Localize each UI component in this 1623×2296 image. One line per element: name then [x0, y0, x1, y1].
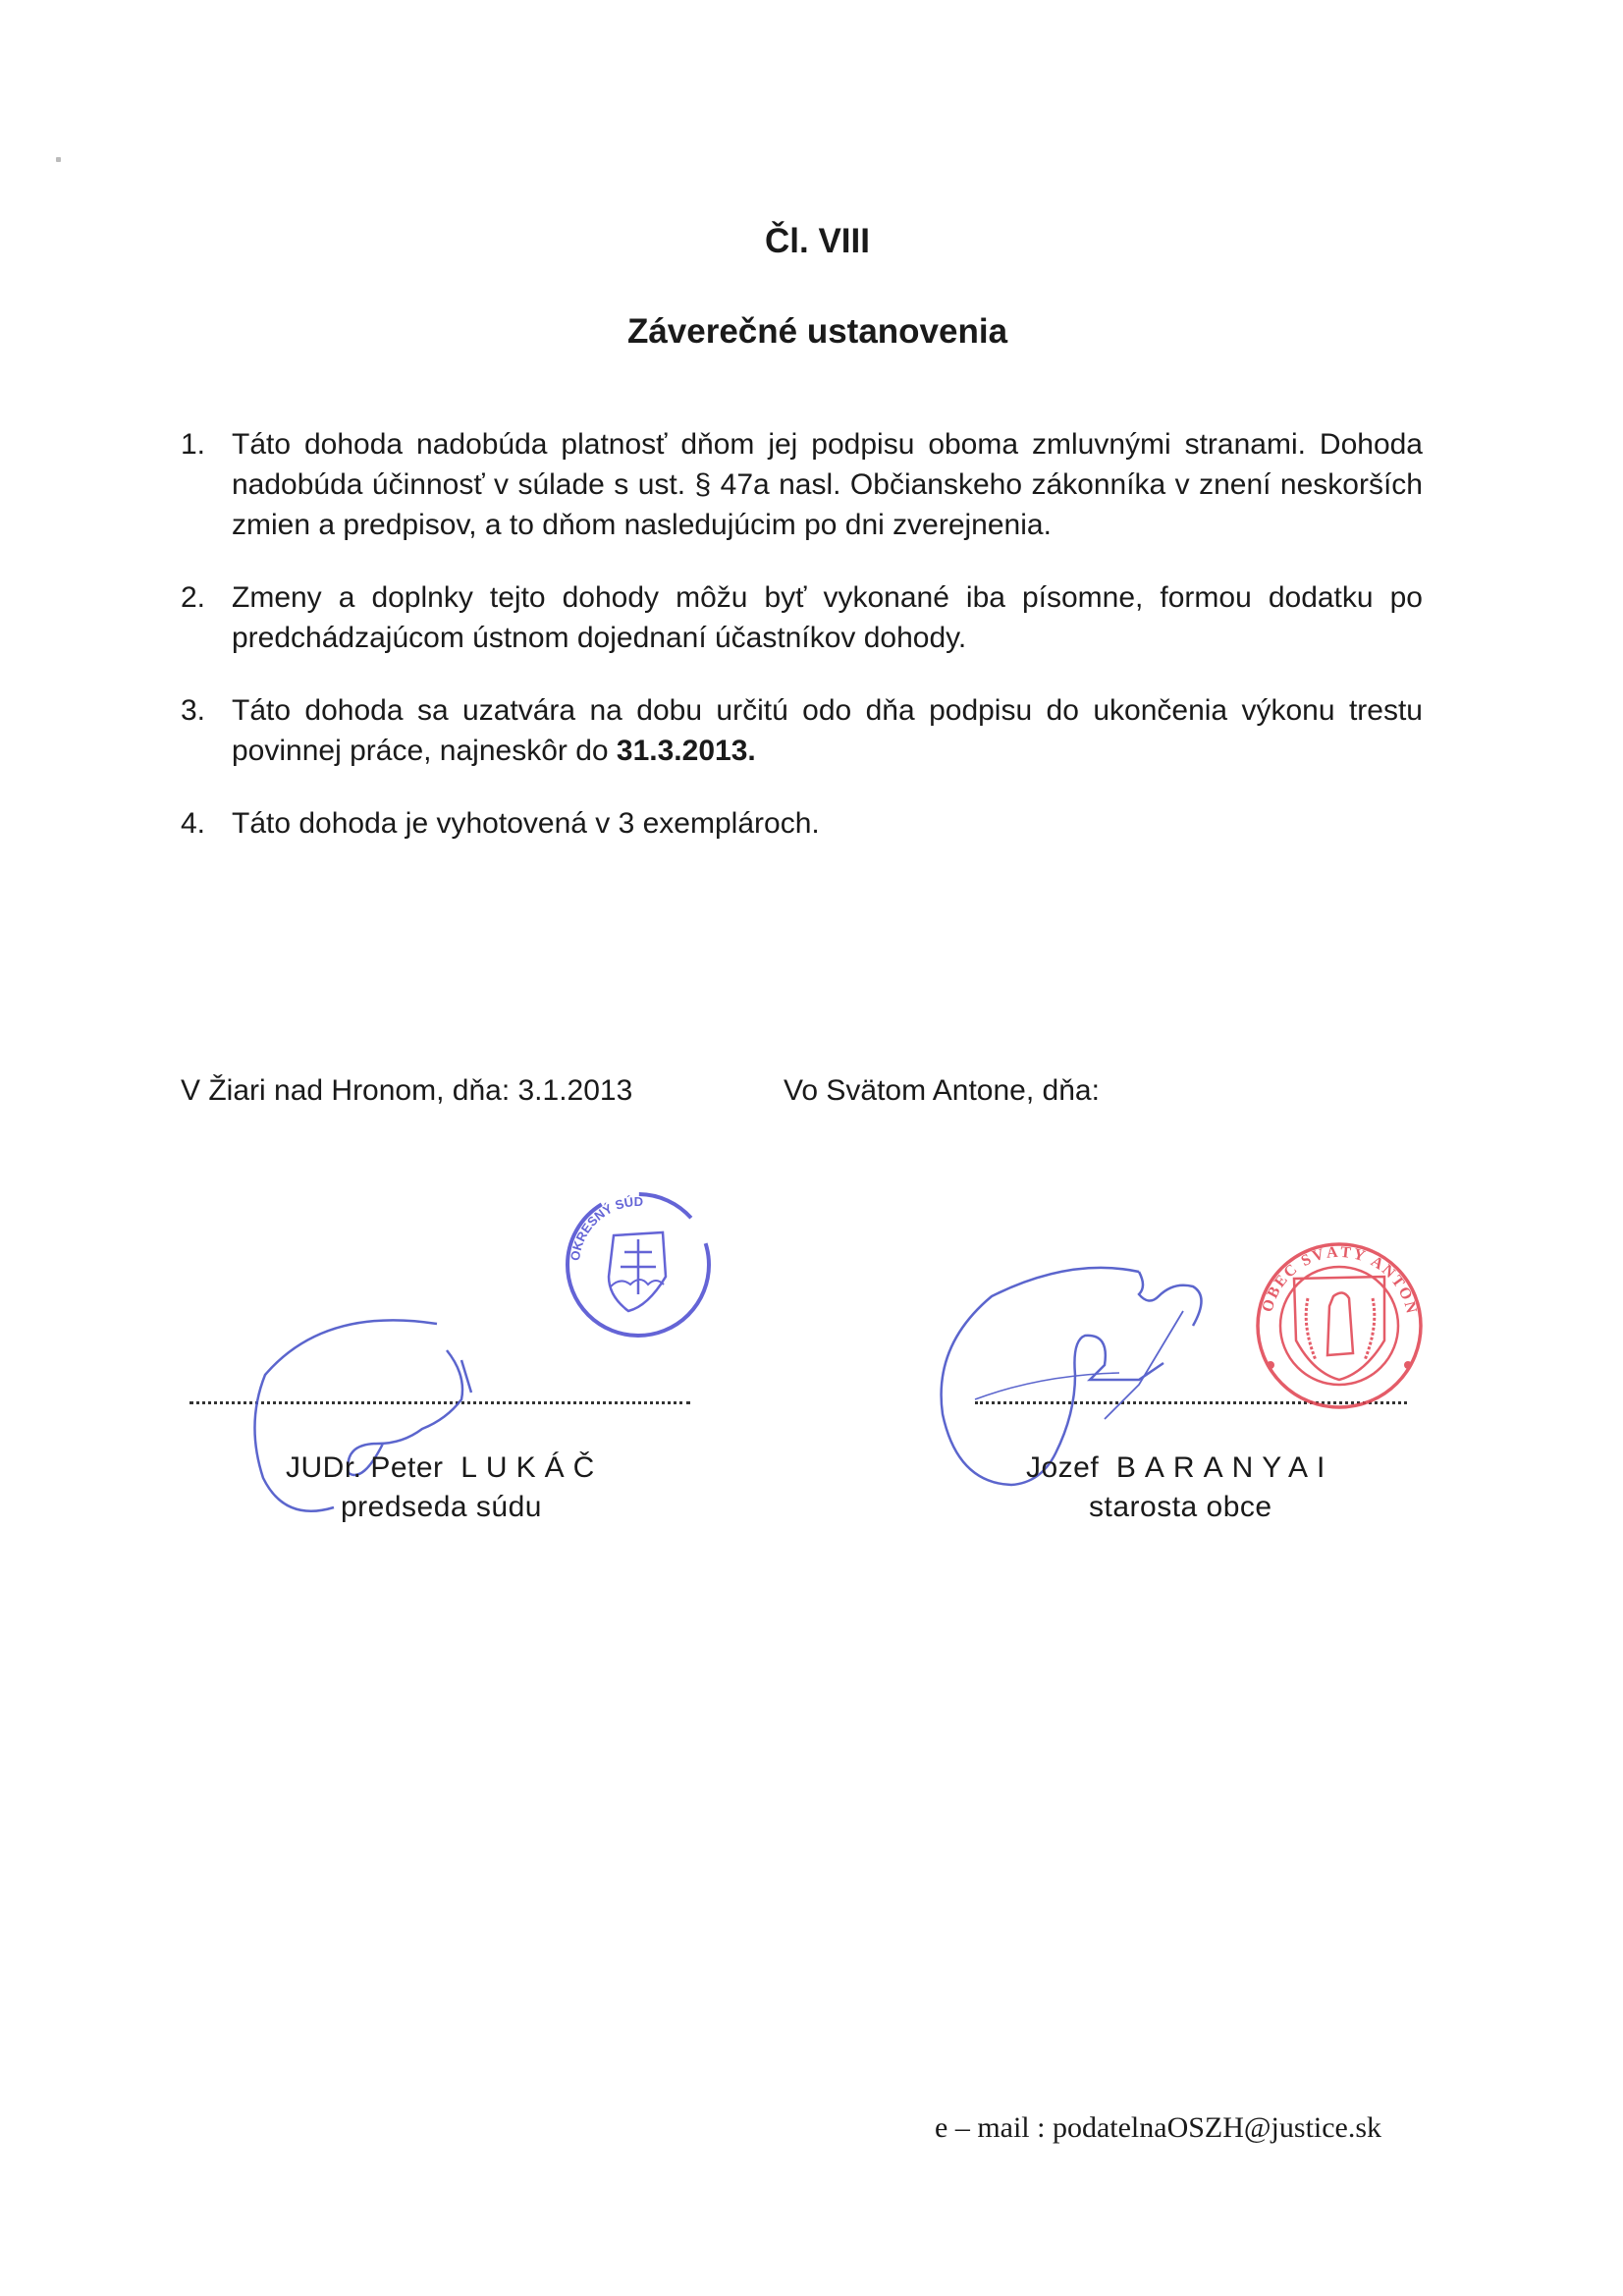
court-stamp: [568, 1194, 709, 1336]
article-title: [0, 312, 1623, 352]
clause-text-wrap: [232, 690, 1423, 771]
clause-text: Táto dohoda sa uzatvára na dobu určitú odo dňa podpisu do ukončenia výkonu trestu povinnej práce, najneskôr do: [232, 694, 1423, 767]
village-stamp-legend-path: OBEC SVÄTÝ ANTON: [1259, 1243, 1421, 1317]
clause-text: Táto dohoda je vyhotovená v 3 exemplároch.: [232, 807, 820, 840]
village-stamp-stars: [1267, 1361, 1412, 1369]
clause-text: Táto dohoda nadobúda platnosť dňom jej podpisu oboma zmluvnými stranami. Dohoda nadobúda účinnosť v súlade s ust. § 47a nasl. Občianskeho zákonníka v znení neskorších zmien a predpisov, a to dňom nasledujúcim po dni zverejnenia.: [232, 428, 1423, 541]
clause-deadline: 31.3.2013.: [616, 735, 756, 767]
clause-number: 1.: [181, 428, 206, 461]
signature-line-right: [975, 1401, 1407, 1404]
clause-number: 3.: [181, 694, 206, 727]
clause-list: [181, 424, 1423, 876]
signatory-role-left: predseda súdu: [341, 1491, 542, 1523]
clause-number: 2.: [181, 581, 206, 614]
article-number-text: Čl. VIII: [765, 222, 870, 260]
clause-number: 4.: [181, 807, 206, 840]
article-title-text: Záverečné ustanovenia: [626, 312, 1008, 351]
village-stamp: [1258, 1243, 1421, 1407]
signatory-surname: LUKÁČ: [460, 1451, 604, 1484]
court-stamp-legend: [568, 1194, 643, 1262]
clause-item: [181, 577, 1423, 658]
signatory-name-left: [286, 1451, 603, 1485]
article-number: [0, 222, 1623, 261]
signatory-given-name: JUDr. Peter: [286, 1451, 444, 1484]
signatory-role-right: starosta obce: [1089, 1491, 1272, 1523]
signatory-surname: BARANYAI: [1115, 1451, 1334, 1484]
footer-email: e – mail : podatelnaOSZH@justice.sk: [935, 2111, 1382, 2144]
village-stamp-legend: [1259, 1243, 1420, 1317]
clause-item: [181, 424, 1423, 545]
signatory-given-name: Jozef: [1026, 1451, 1100, 1484]
clause-item: [181, 803, 1423, 844]
signatory-name-right: [1026, 1451, 1333, 1485]
clause-item: [181, 690, 1423, 771]
place-date-left: V Žiari nad Hronom, dňa: 3.1.2013: [181, 1074, 633, 1107]
place-date-right: Vo Svätom Antone, dňa:: [784, 1074, 1100, 1107]
court-stamp-legend-path: OKRESNÝ SÚD: [568, 1193, 644, 1262]
clause-text: Zmeny a doplnky tejto dohody môžu byť vykonané iba písomne, formou dodatku po predchádzajúcom ústnom dojednaní účastníkov dohody.: [232, 581, 1423, 654]
signature-line-left: [189, 1401, 690, 1404]
scan-speck: [56, 157, 61, 162]
